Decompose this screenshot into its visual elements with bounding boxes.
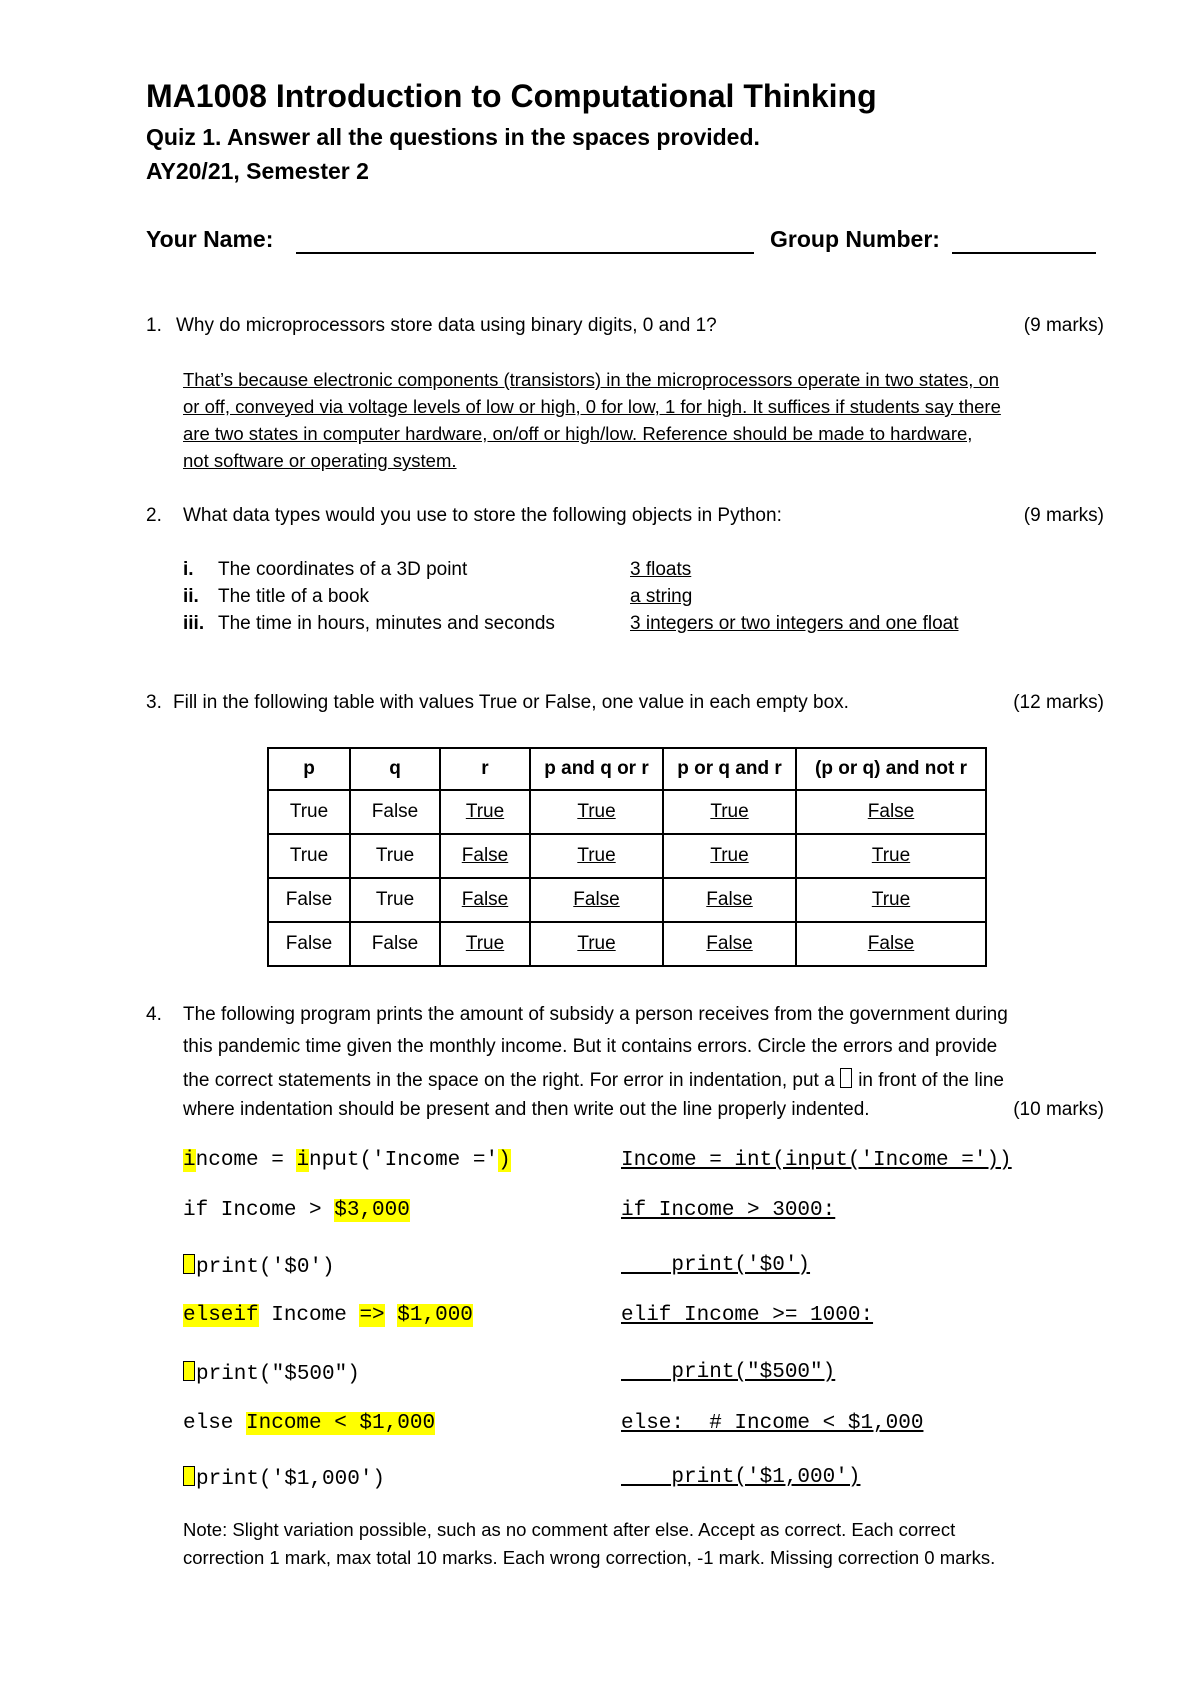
truth-table-cell: True	[268, 834, 350, 878]
truth-table-cell: True	[268, 790, 350, 834]
code-text	[385, 1304, 398, 1327]
code-text: nput('Income ='	[309, 1149, 499, 1172]
indent-error-box-icon[interactable]	[183, 1254, 195, 1274]
quiz-subtitle: Quiz 1. Answer all the questions in the spaces provided.	[146, 124, 760, 150]
q4-text-line: where indentation should be present and then write out the line properly indented.	[183, 1099, 870, 1120]
group-number-input-line[interactable]	[952, 252, 1096, 254]
correction-line: print('$1,000')	[621, 1466, 861, 1489]
truth-table-answer-cell[interactable]: True	[440, 790, 530, 834]
grading-note-line: Note: Slight variation possible, such as no comment after else. Accept as correct. Each correct	[183, 1519, 956, 1540]
q1-answer-line: not software or operating system.	[183, 450, 457, 471]
truth-table-cell: False	[268, 878, 350, 922]
q4-text-line-with-box	[183, 1068, 1004, 1092]
page-title: MA1008 Introduction to Computational Thinking	[146, 78, 877, 114]
q2-item-label: The time in hours, minutes and seconds	[218, 613, 555, 634]
truth-table-answer-cell[interactable]: False	[796, 922, 986, 966]
name-input-line[interactable]	[296, 252, 754, 254]
q2-item-label: The title of a book	[218, 586, 370, 607]
truth-table-answer-cell[interactable]: True	[530, 922, 663, 966]
code-text: ncome =	[195, 1149, 297, 1172]
q1-answer-line: are two states in computer hardware, on/off or high/low. Reference should be made to hardware,	[183, 423, 973, 444]
q2-number: 2.	[146, 505, 162, 526]
q4-text-part: the correct statements in the space on the right. For error in indentation, put a	[183, 1070, 835, 1091]
name-label: Your Name:	[146, 226, 274, 252]
code-line-2	[183, 1199, 410, 1222]
truth-table-answer-cell[interactable]: True	[663, 834, 796, 878]
q3-text: Fill in the following table with values True or False, one value in each empty box.	[173, 692, 849, 713]
error-highlight[interactable]: elseif	[183, 1304, 259, 1327]
truth-table-answer-cell[interactable]: True	[530, 834, 663, 878]
truth-table-answer-cell[interactable]: False	[796, 790, 986, 834]
indent-error-box-icon[interactable]	[183, 1361, 195, 1381]
truth-table-answer-cell[interactable]: False	[663, 922, 796, 966]
error-highlight[interactable]: i	[296, 1149, 310, 1172]
code-line-4	[183, 1304, 473, 1327]
truth-table-answer-cell[interactable]: False	[663, 878, 796, 922]
truth-table-cell: True	[350, 834, 440, 878]
grading-note-line: correction 1 mark, max total 10 marks. Each wrong correction, -1 mark. Missing correction 0 marks.	[183, 1547, 996, 1568]
code-text: print('$0')	[196, 1256, 335, 1279]
truth-table-header: p or q and r	[663, 748, 796, 790]
q1-number: 1.	[146, 315, 162, 336]
q3-number: 3.	[146, 692, 162, 713]
correction-line: if Income > 3000:	[621, 1199, 836, 1222]
code-line-6	[183, 1412, 435, 1435]
q4-text-part: in front of the line	[858, 1070, 1004, 1091]
q4-number: 4.	[146, 1004, 162, 1025]
q3-marks: (12 marks)	[1013, 692, 1104, 713]
code-line-1	[183, 1149, 511, 1172]
correction-line: Income = int(input('Income ='))	[621, 1149, 1012, 1172]
q2-marks: (9 marks)	[1023, 505, 1104, 526]
truth-table-row	[268, 790, 986, 834]
q4-marks: (10 marks)	[1013, 1099, 1104, 1120]
group-number-label: Group Number:	[770, 226, 940, 252]
q2-item-number: i.	[183, 559, 194, 580]
truth-table-answer-cell[interactable]: True	[796, 878, 986, 922]
truth-table-row	[268, 878, 986, 922]
code-text: print('$1,000')	[196, 1468, 386, 1491]
correction-line: elif Income >= 1000:	[621, 1304, 874, 1327]
code-line-3	[183, 1254, 335, 1279]
truth-table-answer-cell[interactable]: False	[440, 878, 530, 922]
q1-answer-line: or off, conveyed via voltage levels of low or high, 0 for low, 1 for high. It suffices if students say there	[183, 396, 1001, 417]
q2-item-answer: 3 integers or two integers and one float	[630, 613, 959, 634]
error-highlight[interactable]: i	[183, 1149, 196, 1172]
truth-table-answer-cell[interactable]: True	[663, 790, 796, 834]
truth-table-cell: True	[350, 878, 440, 922]
truth-table	[267, 747, 987, 967]
truth-table-header: p and q or r	[530, 748, 663, 790]
correction-line: print('$0')	[621, 1254, 811, 1277]
q4-text-line: this pandemic time given the monthly income. But it contains errors. Circle the errors and provide	[183, 1036, 998, 1057]
truth-table-header: (p or q) and not r	[796, 748, 986, 790]
q2-text: What data types would you use to store the following objects in Python:	[183, 505, 782, 526]
code-text: Income	[258, 1304, 360, 1327]
q2-item-number: ii.	[183, 586, 199, 607]
q2-item-answer: 3 floats	[630, 559, 692, 580]
q1-marks: (9 marks)	[1023, 315, 1104, 336]
truth-table-cell: False	[268, 922, 350, 966]
q4-text-line: The following program prints the amount of subsidy a person receives from the government during	[183, 1004, 1008, 1025]
indent-box-icon	[840, 1068, 852, 1088]
truth-table-answer-cell[interactable]: True	[530, 790, 663, 834]
truth-table-header: r	[440, 748, 530, 790]
correction-line: print("$500")	[621, 1361, 836, 1384]
truth-table-row	[268, 922, 986, 966]
code-text: print("$500")	[196, 1363, 360, 1386]
semester-label: AY20/21, Semester 2	[146, 158, 369, 184]
q2-item-answer: a string	[630, 586, 693, 607]
q2-item-number: iii.	[183, 613, 205, 634]
code-text: if Income >	[183, 1199, 335, 1222]
truth-table-cell: False	[350, 922, 440, 966]
error-highlight[interactable]: =>	[359, 1304, 385, 1327]
error-highlight[interactable]: $1,000	[397, 1304, 473, 1327]
truth-table-answer-cell[interactable]: True	[796, 834, 986, 878]
indent-error-box-icon[interactable]	[183, 1466, 195, 1486]
truth-table-row	[268, 834, 986, 878]
error-highlight[interactable]: $3,000	[334, 1199, 410, 1222]
q1-answer-line: That’s because electronic components (transistors) in the microprocessors operate in two states, on	[183, 369, 1000, 390]
truth-table-header-row	[268, 748, 986, 790]
truth-table-cell: False	[350, 790, 440, 834]
truth-table-header: p	[268, 748, 350, 790]
q1-text: Why do microprocessors store data using binary digits, 0 and 1?	[176, 315, 717, 336]
truth-table-answer-cell[interactable]: False	[530, 878, 663, 922]
error-highlight[interactable]: )	[498, 1149, 511, 1172]
code-line-5	[183, 1361, 360, 1386]
error-highlight[interactable]: Income < $1,000	[246, 1412, 436, 1435]
code-text: else	[183, 1412, 247, 1435]
code-line-7	[183, 1466, 385, 1491]
q2-item-label: The coordinates of a 3D point	[218, 559, 468, 580]
truth-table-header: q	[350, 748, 440, 790]
truth-table-answer-cell[interactable]: False	[440, 834, 530, 878]
correction-line: else: # Income < $1,000	[621, 1412, 924, 1435]
truth-table-answer-cell[interactable]: True	[440, 922, 530, 966]
